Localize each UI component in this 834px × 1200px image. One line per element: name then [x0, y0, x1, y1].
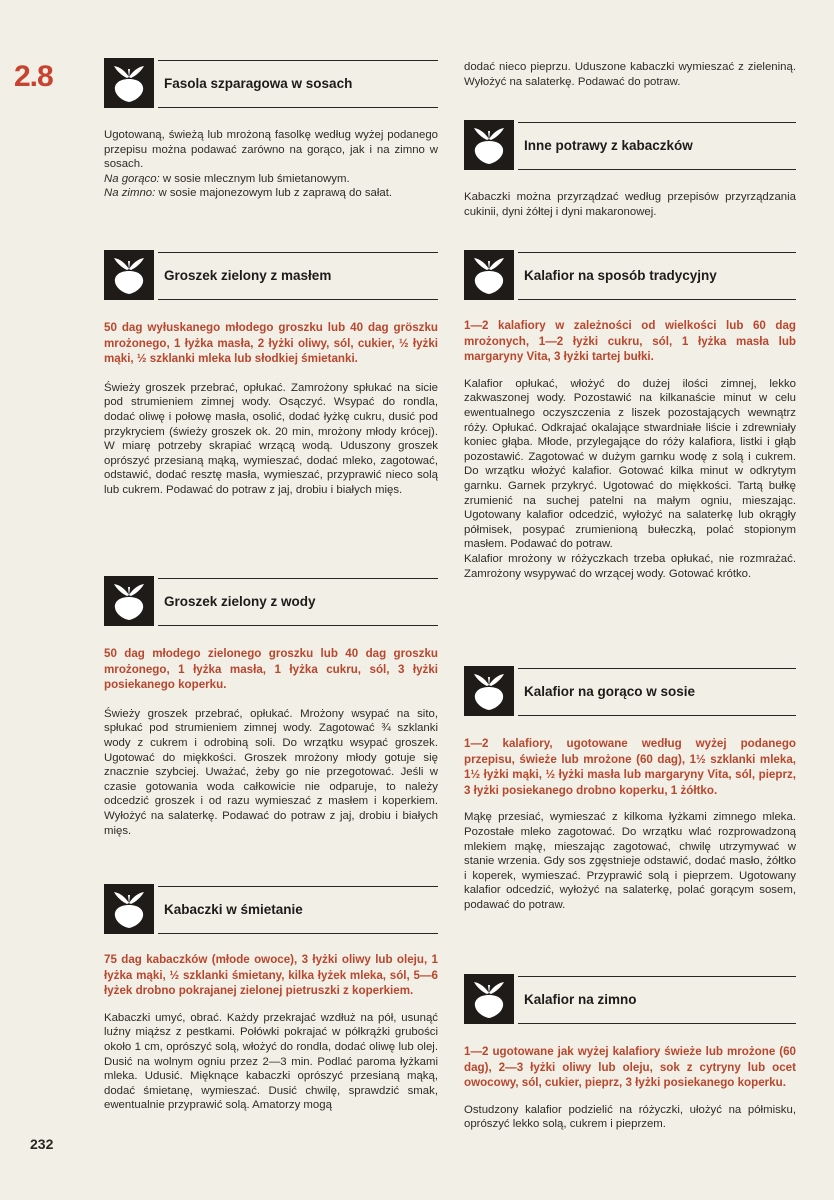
vegetable-icon — [464, 120, 514, 170]
recipe-body: Mąkę przesiać, wymieszać z kilkoma łyżkami zimnego mleka. Pozostałe mleko zagotować. Do wrzątku wlać rozprowadzoną mlekiem mąkę, mieszając zagotować, chwilę utrzymywać w stanie wrzenia. Gdy sos zgęstnieje odstawić, dodać masło, żółtko i koperek, wymieszać. Przyprawić solą i pieprzem. Ugotowany kalafior odcedzić, wyłożyć na salaterkę, polać gorącym sosem, podawać do potraw. — [464, 811, 796, 911]
vegetable-icon — [464, 974, 514, 1024]
serving-cold: Na zimno: w sosie majonezowym lub z zaprawą do sałat. — [104, 187, 393, 200]
recipe-title: Kabaczki w śmietanie — [164, 902, 303, 917]
ingredients: 50 dag młodego zielonego groszku lub 40 dag groszku mrożonego, 1 łyżka masła, 1 łyżka cukru, sól, 3 łyżki posiekanego koperku. — [104, 647, 438, 692]
recipe-title: Groszek zielony z masłem — [164, 268, 332, 283]
recipe-title: Groszek zielony z wody — [164, 594, 316, 609]
chapter-number: 2.8 — [14, 60, 53, 93]
recipe-title: Kalafior na gorąco w sosie — [524, 684, 696, 699]
vegetable-icon — [464, 666, 514, 716]
vegetable-icon — [104, 884, 154, 934]
recipe-body: Ugotowaną, świeżą lub mrożoną fasolkę według wyżej podanego przepisu można podawać zarówno na gorąco, jak i na zimno w sosach. — [104, 129, 438, 171]
kabaczki-continued — [464, 60, 796, 89]
vegetable-icon — [104, 58, 154, 108]
serving-hot: Na gorąco: w sosie mlecznym lub śmietanowym. — [104, 172, 350, 185]
ingredients: 1—2 kalafiory, ugotowane według wyżej podanego przepisu, świeże lub mrożone (60 dag), 1½ szklanki mleka, 1½ łyżki mąki, ½ łyżki masła lub margaryny Vita, sól, pieprz, 3 łyżki posiekanego drobno koperku, 1 żółtko. — [464, 737, 796, 797]
recipe-text-groszek-woda — [104, 646, 438, 838]
recipe-text-fasola — [104, 128, 438, 201]
recipe-body: Ostudzony kalafior podzielić na różyczki, ułożyć na półmisku, oprószyć lekko solą, cukrem i pieprzem. — [464, 1103, 796, 1131]
vegetable-icon — [104, 250, 154, 300]
recipe-text-kalafior-tradycyjny — [464, 318, 796, 581]
recipe-body: Kabaczki umyć, obrać. Każdy przekrajać wzdłuż na pół, usunąć luźny miąższ z pestkami. Połówki pokrajać w półkrążki grubości około 1 cm, oprószyć solą, włożyć do rondla, dodać oliwę lub olej. Dusić na wolnym ogniu przez 2—3 min. Podlać paroma łyżkami mleka. Udusić. Mięknące kabaczki oprószyć przesianą mąką, dodać śmietanę, wymieszać. Dusić chwilę, sprawdzić smak, ewentualnie przyprawić solą. Amatorzy mogą — [104, 1011, 438, 1112]
recipe-header-kalafior-tradycyjny — [464, 250, 796, 302]
recipe-title: Fasola szparagowa w sosach — [164, 76, 353, 91]
recipe-header-kalafior-zimno — [464, 974, 796, 1026]
recipe-body: Kabaczki można przyrządzać według przepisów przyrządzania cukinii, dyni żółtej i dyni makaronowej. — [464, 191, 796, 218]
recipe-header-groszek-woda — [104, 576, 438, 628]
vegetable-icon — [464, 250, 514, 300]
recipe-text-inne — [464, 190, 796, 219]
recipe-text-kalafior-sos — [464, 736, 796, 913]
recipe-body: Świeży groszek przebrać, opłukać. Zamrożony spłukać na sicie pod strumieniem zimnej wody. Osączyć. Wsypać do rondla, dodać oliwę i połowę masła, osolić, dodać łyżkę cukru, dusić pod przykryciem (świeży groszek ok. 20 min, mrożony młody krócej). W miarę potrzeby skrapiać wrzącą wodą. Uduszony groszek oprószyć przesianą mąką, wymieszać, dodać mleko, zagotować, odstawić, dodać resztę masła, wymieszać, przyprawić nieco solą lub cukrem. Podawać do potraw z jaj, drobiu i białych mięs. — [104, 381, 438, 496]
page-number: 232 — [30, 1136, 54, 1152]
recipe-header-kalafior-sos — [464, 666, 796, 718]
recipe-header-fasola — [104, 58, 438, 110]
recipe-title: Kalafior na sposób tradycyjny — [524, 268, 717, 283]
recipe-title: Kalafior na zimno — [524, 992, 637, 1007]
recipe-title: Inne potrawy z kabaczków — [524, 138, 693, 153]
recipe-body: Kalafior opłukać, włożyć do dużej ilości zimnej, lekko zakwaszonej wody. Pozostawić na kilkanaście minut w celu ewentualnego oczyszczenia z liszek pozostających wewnątrz róży. Opłukać. Odkrajać okalające stwardniałe liście i zdrewniały koniec głąba. Młode, przylegające do róży kalafiora, listki i głąb pozostawić. Zagotować w dużym garnku wodę z solą i cukrem. Do wrzątku włożyć kalafior. Gotować kilka minut w odkrytym garnku. Garnek przykryć. Ugotować do miękkości. Tartą bułkę zrumienić na suchej patelni na małym ogniu, mieszając. Ugotowany kalafior odcedzić, wyłożyć na salaterkę lub okrągły półmisek, posypać zrumienioną bułeczką, polać stopionym masłem. Podawać do potraw. — [464, 377, 796, 551]
recipe-header-inne — [464, 120, 796, 172]
vegetable-icon — [104, 576, 154, 626]
recipe-text-kabaczki — [104, 952, 438, 1113]
recipe-header-kabaczki — [104, 884, 438, 936]
recipe-header-groszek-maslo — [104, 250, 438, 302]
recipe-text-kalafior-zimno — [464, 1044, 796, 1132]
recipe-body-frozen: Kalafior mrożony w różyczkach trzeba opłukać, nie rozmrażać. Zamrożony wsypywać do wrzącej wody. Gotować krótko. — [464, 552, 796, 580]
recipe-text-groszek-maslo — [104, 320, 438, 498]
ingredients: 50 dag wyłuskanego młodego groszku lub 40 dag gröszku mrożonego, 1 łyżka masła, 2 łyżki oliwy, sól, cukier, ½ łyżki mąki, ½ szklanki mleka lub słodkiej śmietanki. — [104, 321, 438, 366]
ingredients: 75 dag kabaczków (młode owoce), 3 łyżki oliwy lub oleju, 1 łyżka mąki, ½ szklanki śmietany, kilka łyżek mleka, sól, 5—6 łyżek drobno pokrajanej zielonej pietruszki z koperkiem. — [104, 953, 438, 998]
ingredients: 1—2 ugotowane jak wyżej kalafiory świeże lub mrożone (60 dag), 2—3 łyżki oliwy lub oleju, sok z cytryny lub ocet owocowy, sól, cukier, pieprz, 3 łyżki posiekanego koperku. — [464, 1045, 796, 1090]
recipe-body-continued: dodać nieco pieprzu. Uduszone kabaczki wymieszać z zieleniną. Wyłożyć na salaterkę. Podawać do potraw. — [464, 61, 796, 88]
recipe-body: Świeży groszek przebrać, opłukać. Mrożony wsypać na sito, spłukać pod strumieniem zimnej wody. Zagotować ¾ szklanki wody z cukrem i odrobiną soli. Do wrzątku wsypać groszek. Ugotować do miękkości. Groszek mrożony młody gotuje się znacznie szybciej. Uważać, żeby go nie przegotować. Jeśli w czasie gotowania woda całkowicie nie odparuje, to należy odcedzić groszek i od razu wymieszać z masłem i koperkiem. Wyłożyć na salaterkę. Podawać do potraw z jaj, drobiu i białych mięs. — [104, 707, 438, 837]
ingredients: 1—2 kalafiory w zależności od wielkości lub 60 dag mrożonych, 1—2 łyżki cukru, sól, 1 łyżka masła lub margaryny Vita, 3 łyżki tartej bułki. — [464, 319, 796, 364]
